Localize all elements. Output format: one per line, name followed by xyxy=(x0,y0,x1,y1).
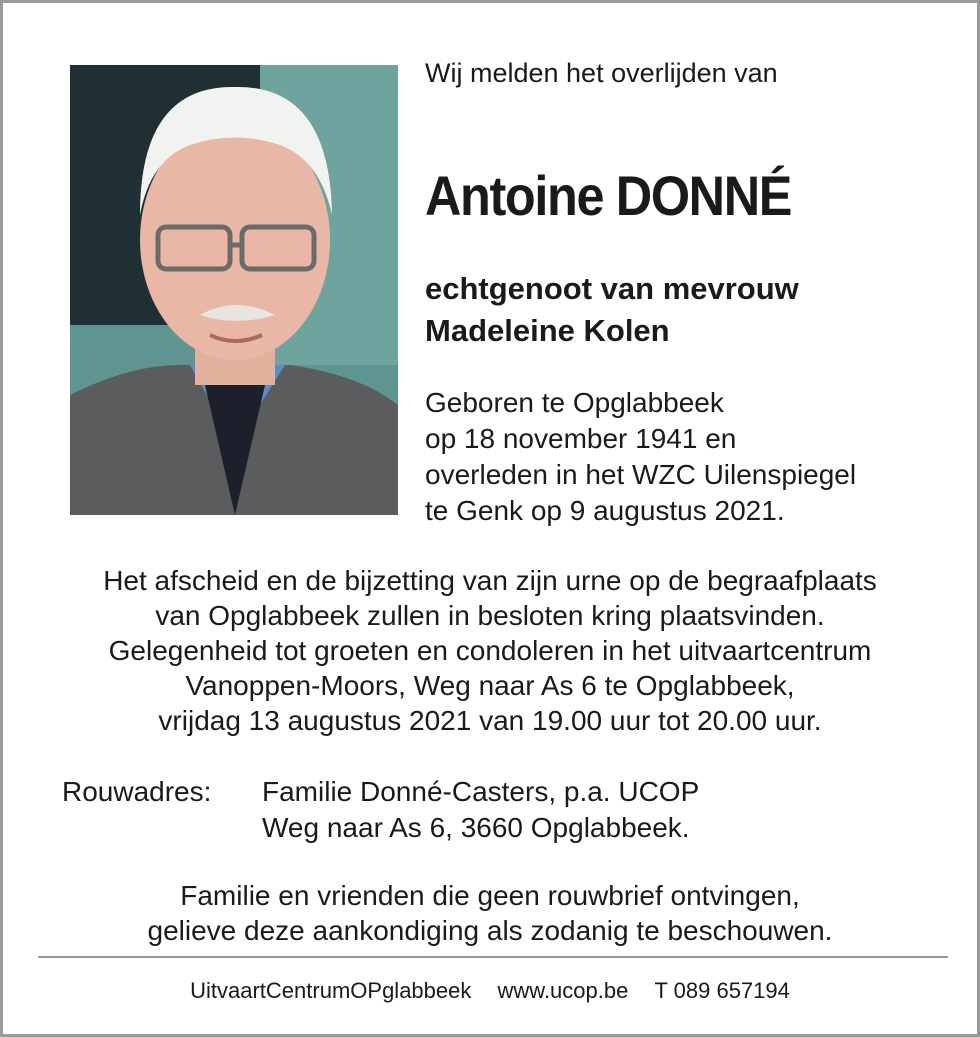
birth-line: Geboren te Opglabbeek xyxy=(425,387,724,418)
address-lines xyxy=(262,774,699,846)
footer-phone: T 089 657194 xyxy=(654,978,790,1003)
footer-divider xyxy=(38,956,948,958)
portrait-illustration xyxy=(70,65,398,515)
birth-line: te Genk op 9 augustus 2021. xyxy=(425,495,785,526)
notice-line: gelieve deze aankondiging als zodanig te beschouwen. xyxy=(147,915,833,946)
notice-line: Familie en vrienden die geen rouwbrief ontvingen, xyxy=(180,880,800,911)
spouse-block xyxy=(425,268,799,352)
footer xyxy=(3,977,977,1005)
intro-text: Wij melden het overlijden van xyxy=(425,58,778,88)
birth-line: overleden in het WZC Uilenspiegel xyxy=(425,459,857,490)
ceremony-line: Vanoppen-Moors, Weg naar As 6 te Opglabbeek, xyxy=(185,670,795,701)
ceremony-block xyxy=(3,563,977,738)
address-label: Rouwadres: xyxy=(62,776,212,807)
birth-death-block xyxy=(425,385,856,529)
ceremony-line: vrijdag 13 augustus 2021 van 19.00 uur tot 20.00 uur. xyxy=(158,705,822,736)
deceased-name: Antoine DONNÉ xyxy=(425,164,792,227)
birth-line: op 18 november 1941 en xyxy=(425,423,737,454)
notice-block xyxy=(3,878,977,948)
ceremony-line: Het afscheid en de bijzetting van zijn urne op de begraafplaats xyxy=(103,565,877,596)
address-line: Weg naar As 6, 3660 Opglabbeek. xyxy=(262,812,690,843)
ceremony-line: Gelegenheid tot groeten en condoleren in het uitvaartcentrum xyxy=(108,635,872,666)
portrait-photo xyxy=(70,65,398,515)
spouse-line: echtgenoot van mevrouw xyxy=(425,271,799,306)
footer-website[interactable]: www.ucop.be xyxy=(497,978,629,1003)
address-line: Familie Donné-Casters, p.a. UCOP xyxy=(262,776,700,807)
footer-company: UitvaartCentrumOPglabbeek xyxy=(190,978,472,1003)
spouse-line: Madeleine Kolen xyxy=(425,313,670,348)
ceremony-line: van Opglabbeek zullen in besloten kring plaatsvinden. xyxy=(155,600,825,631)
